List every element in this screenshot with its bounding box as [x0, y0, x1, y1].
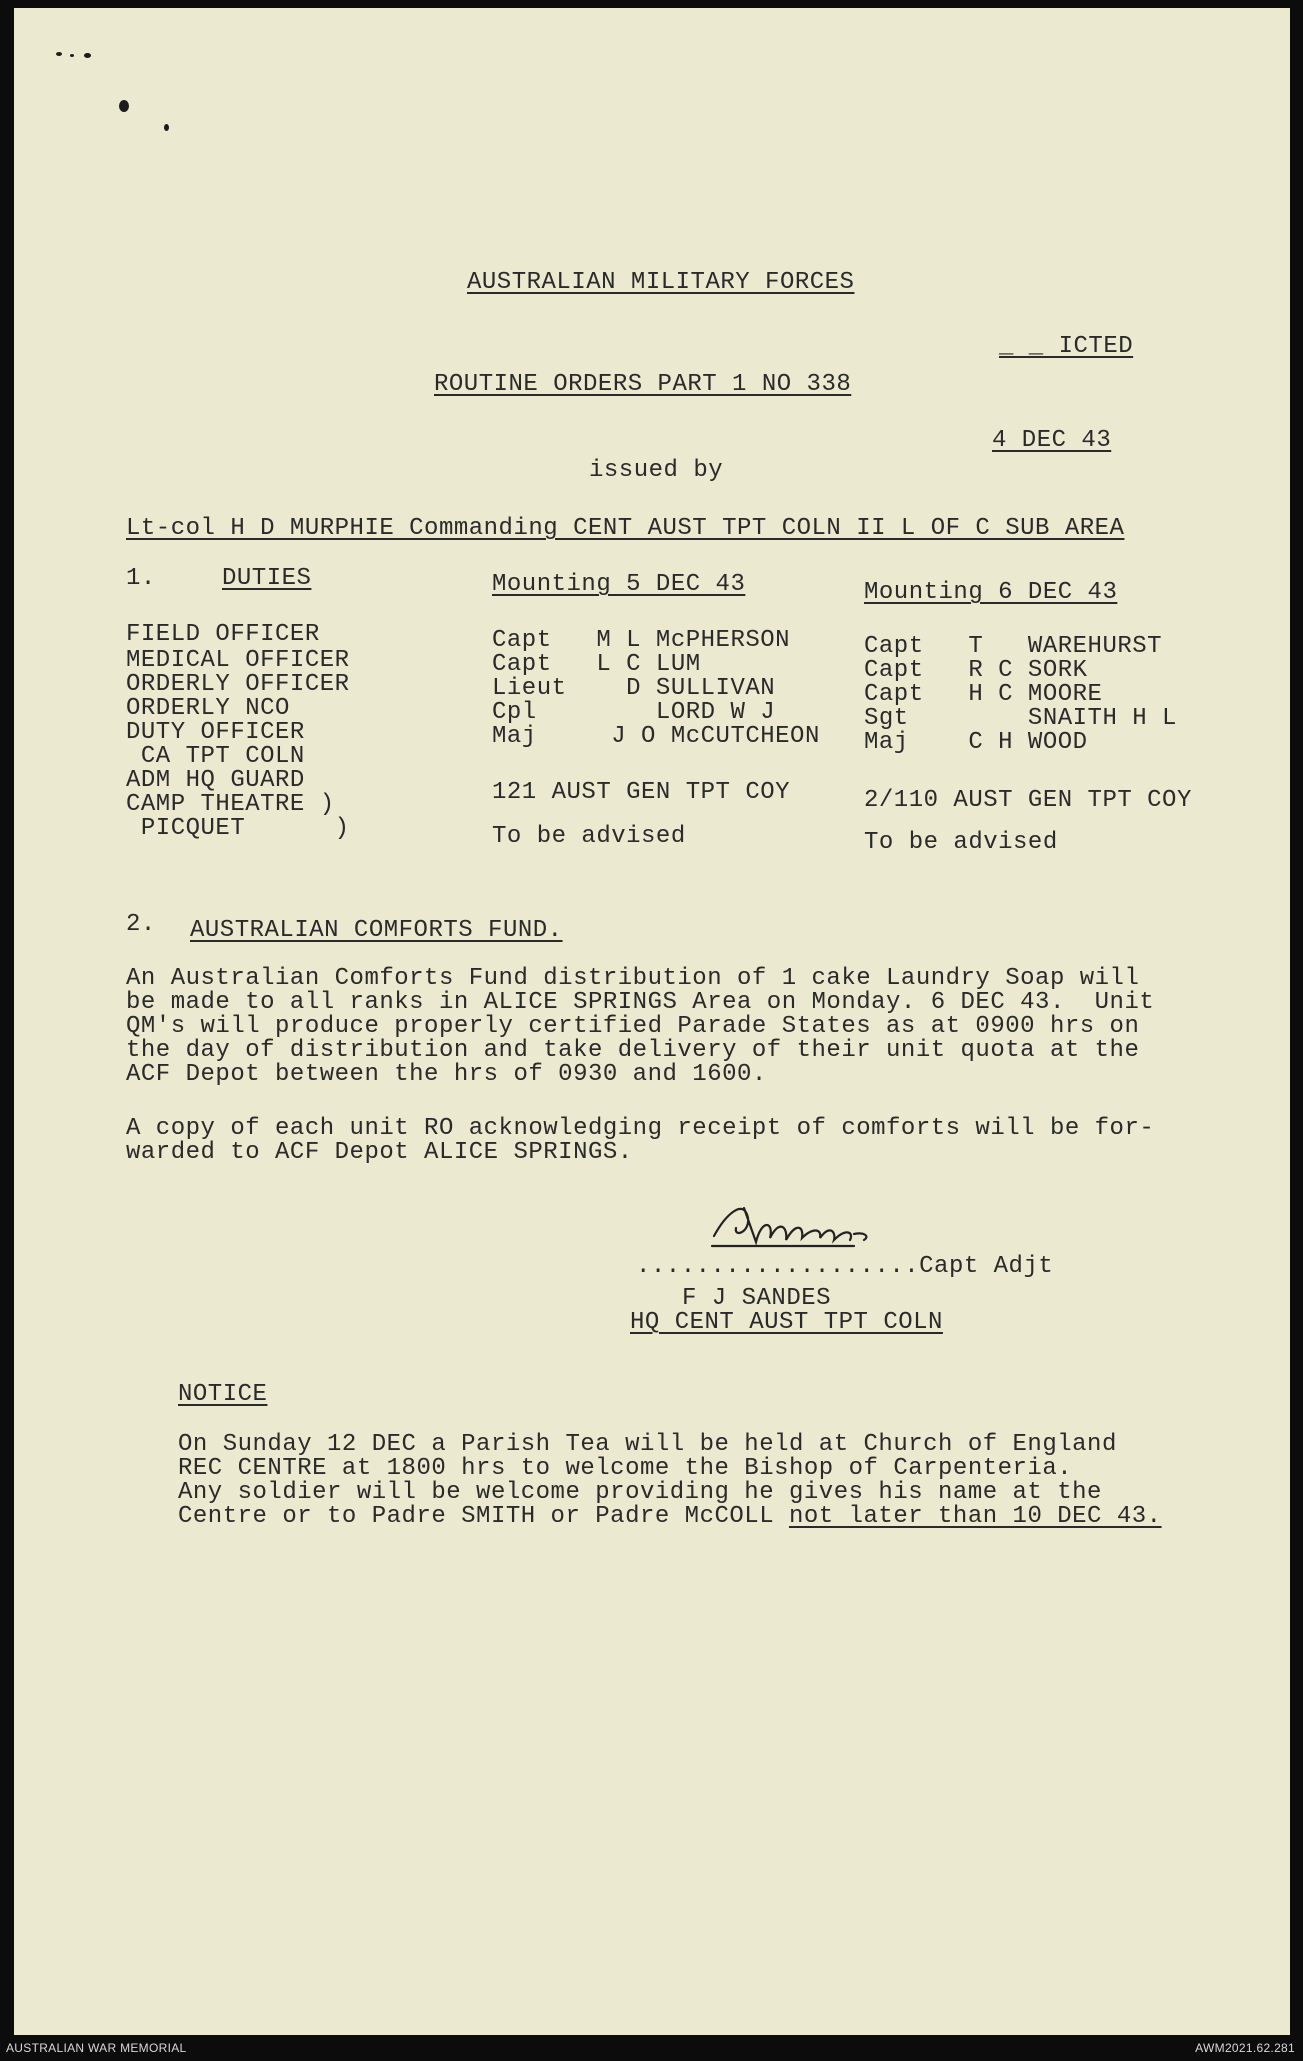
duty-label: FIELD OFFICER [126, 621, 320, 648]
notice-last-text: Centre or to Padre SMITH or Padre McCOLL [178, 1503, 789, 1530]
text-line: A copy of each unit RO acknowledging receipt of comforts will be for- [126, 1115, 1155, 1142]
duty-label: ADM HQ GUARD [126, 767, 305, 794]
ink-speck [164, 124, 169, 131]
ink-speck [56, 52, 62, 56]
duty-name-6dec: Capt H C MOORE [864, 681, 1103, 708]
duty-name-5dec: To be advised [492, 823, 686, 850]
text-line: REC CENTRE at 1800 hrs to welcome the Bishop of Carpenteria. [178, 1455, 1073, 1482]
duty-name-5dec: 121 AUST GEN TPT COY [492, 779, 791, 806]
text-line: On Sunday 12 DEC a Parish Tea will be held at Church of England [178, 1431, 1117, 1458]
handwritten-signature [704, 1188, 924, 1258]
text-line: An Australian Comforts Fund distribution of 1 cake Laundry Soap will [126, 965, 1140, 992]
classification-stamp: _ _ ICTED [999, 333, 1134, 360]
document-page [14, 8, 1290, 2035]
text-line [178, 1504, 1162, 1529]
duty-name-5dec: Capt L C LUM [492, 651, 701, 678]
deadline-text: not later than 10 DEC 43. [789, 1503, 1162, 1530]
duty-name-6dec: Maj C H WOOD [864, 729, 1088, 756]
duty-name-5dec: Maj J O McCUTCHEON [492, 723, 820, 750]
duty-name-5dec: Capt M L McPHERSON [492, 627, 791, 654]
duty-name-5dec: Lieut D SULLIVAN [492, 675, 776, 702]
duty-name-6dec: Sgt SNAITH H L [864, 705, 1177, 732]
duty-name-6dec: 2/110 AUST GEN TPT COY [864, 787, 1192, 814]
text-line: Any soldier will be welcome providing he gives his name at the [178, 1479, 1102, 1506]
document-title: AUSTRALIAN MILITARY FORCES [467, 269, 855, 296]
mounting-col-2: Mounting 6 DEC 43 [864, 579, 1118, 606]
orders-title: ROUTINE ORDERS PART 1 NO 338 [434, 371, 852, 398]
text-line: QM's will produce properly certified Parade States as at 0900 hrs on [126, 1013, 1140, 1040]
issuer-line: Lt-col H D MURPHIE Commanding CENT AUST TPT COLN II L OF C SUB AREA [126, 515, 1125, 542]
text-line: ACF Depot between the hrs of 0930 and 1600. [126, 1061, 767, 1088]
signatory-unit: HQ CENT AUST TPT COLN [630, 1309, 943, 1336]
duty-name-6dec: To be advised [864, 829, 1058, 856]
ink-speck [70, 54, 74, 57]
text-line: the day of distribution and take delivery of their unit quota at the [126, 1037, 1140, 1064]
ink-speck [119, 100, 129, 112]
ink-speck [84, 53, 91, 58]
comforts-heading: AUSTRALIAN COMFORTS FUND. [190, 917, 563, 944]
duty-name-6dec: Capt T WAREHURST [864, 633, 1163, 660]
duty-label: ORDERLY OFFICER [126, 671, 350, 698]
duty-label: CAMP THEATRE ) [126, 791, 335, 818]
text-line: warded to ACF Depot ALICE SPRINGS. [126, 1139, 633, 1166]
duty-label: DUTY OFFICER [126, 719, 305, 746]
section-number: 1. [126, 565, 156, 592]
text-line: be made to all ranks in ALICE SPRINGS Area on Monday. 6 DEC 43. Unit [126, 989, 1155, 1016]
footer-right: AWM2021.62.281 [1195, 2041, 1295, 2055]
signature-line: ...................Capt Adjt [636, 1253, 1054, 1280]
signatory-name: F J SANDES [682, 1285, 832, 1312]
duty-name-5dec: Cpl LORD W J [492, 699, 776, 726]
duty-label: ORDERLY NCO [126, 695, 290, 722]
duty-label: CA TPT COLN [126, 743, 305, 770]
duty-label: MEDICAL OFFICER [126, 647, 350, 674]
footer-left: AUSTRALIAN WAR MEMORIAL [6, 2041, 187, 2055]
duties-heading: DUTIES [222, 565, 312, 592]
section-number: 2. [126, 911, 156, 938]
duty-label: PICQUET ) [126, 815, 350, 842]
issued-by: issued by [589, 457, 724, 484]
duty-name-6dec: Capt R C SORK [864, 657, 1088, 684]
order-date: 4 DEC 43 [992, 427, 1112, 454]
mounting-col-1: Mounting 5 DEC 43 [492, 571, 746, 598]
notice-heading: NOTICE [178, 1381, 268, 1408]
